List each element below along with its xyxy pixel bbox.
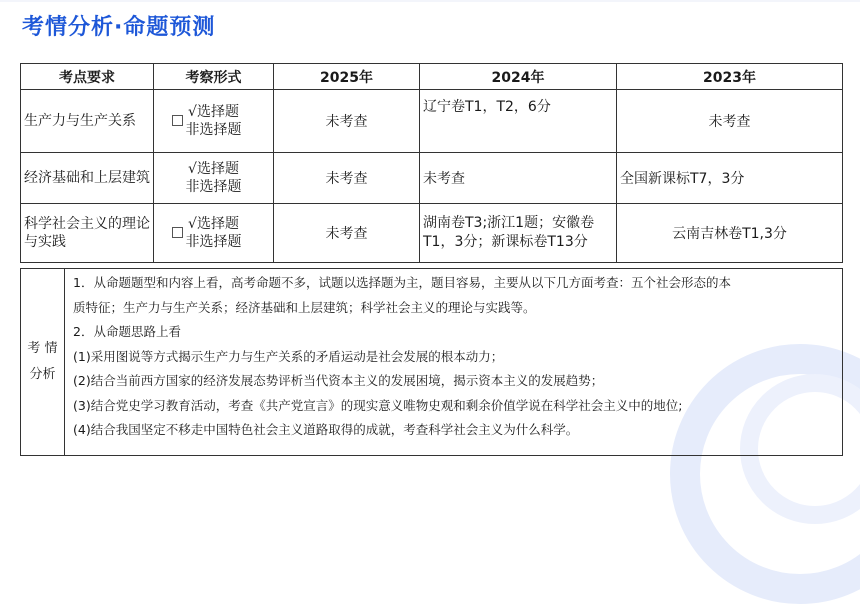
analysis-label (21, 269, 65, 456)
form-choice: √选择题 (188, 104, 239, 120)
point-cell: 科学社会主义的理论与实践 (21, 204, 154, 263)
cell-2024: 辽宁卷T1，T2，6分 (420, 90, 617, 153)
form-choice: √选择题 (188, 161, 239, 177)
table-row (21, 204, 843, 263)
point-cell: 生产力与生产关系 (21, 90, 154, 153)
cell-2024: 未考查 (420, 153, 617, 204)
checkbox-icon (172, 227, 183, 238)
analysis-line: 质特征；生产力与生产关系；经济基础和上层建筑；科学社会主义的理论与实践等。 (73, 299, 536, 315)
analysis-line: (3)结合党史学习教育活动，考查《共产党宣言》的现实意义唯物史观和剩余价值学说在科学社会主义中的地位; (73, 397, 683, 413)
analysis-label-top: 考 情 (27, 341, 58, 356)
form-nonchoice: 非选择题 (185, 179, 242, 195)
analysis-content (65, 269, 843, 456)
analysis-line: (1)采用图说等方式揭示生产力与生产关系的矛盾运动是社会发展的根本动力； (73, 348, 504, 364)
point-cell: 经济基础和上层建筑 (21, 153, 154, 204)
analysis-label-bottom: 分析 (29, 367, 56, 382)
analysis-row (21, 269, 843, 456)
header-2024: 2024年 (420, 64, 617, 90)
table-row (21, 90, 843, 153)
analysis-line: (2)结合当前西方国家的经济发展态势评析当代资本主义的发展困境，揭示资本主义的发展趋势； (73, 373, 604, 388)
analysis-line: (4)结合我国坚定不移走中国特色社会主义道路取得的成就，考查科学社会主义为什么科学。 (73, 422, 579, 437)
header-point: 考点要求 (21, 64, 154, 90)
form-nonchoice: 非选择题 (185, 122, 242, 138)
page-title: 考情分析·命题预测 (22, 15, 216, 40)
exam-analysis-table (20, 63, 843, 263)
form-cell (154, 90, 274, 153)
form-cell (154, 204, 274, 263)
form-nonchoice: 非选择题 (185, 234, 242, 250)
table-row (21, 153, 843, 204)
header-2025: 2025年 (274, 64, 420, 90)
form-cell (154, 153, 274, 204)
analysis-line: 2．从命题思路上看 (73, 324, 181, 339)
top-divider (0, 0, 860, 2)
cell-2025: 未考查 (274, 153, 420, 204)
analysis-line: 1．从命题题型和内容上看，高考命题不多，试题以选择题为主，题目容易，主要从以下几方面考查：五个社会形态的本 (73, 275, 731, 290)
analysis-table (20, 268, 843, 456)
cell-2023: 全国新课标T7，3分 (617, 153, 843, 204)
table-header-row (21, 64, 843, 90)
header-form: 考察形式 (154, 64, 274, 90)
cell-2023: 云南吉林卷T1,3分 (617, 204, 843, 263)
header-2023: 2023年 (617, 64, 843, 90)
form-choice: √选择题 (188, 216, 239, 232)
checkbox-icon (172, 115, 183, 126)
cell-2025: 未考查 (274, 90, 420, 153)
cell-2025: 未考查 (274, 204, 420, 263)
cell-2023: 未考查 (617, 90, 843, 153)
cell-2024: 湖南卷T3;浙江1题；安徽卷T1，3分；新课标卷T13分 (420, 204, 617, 263)
